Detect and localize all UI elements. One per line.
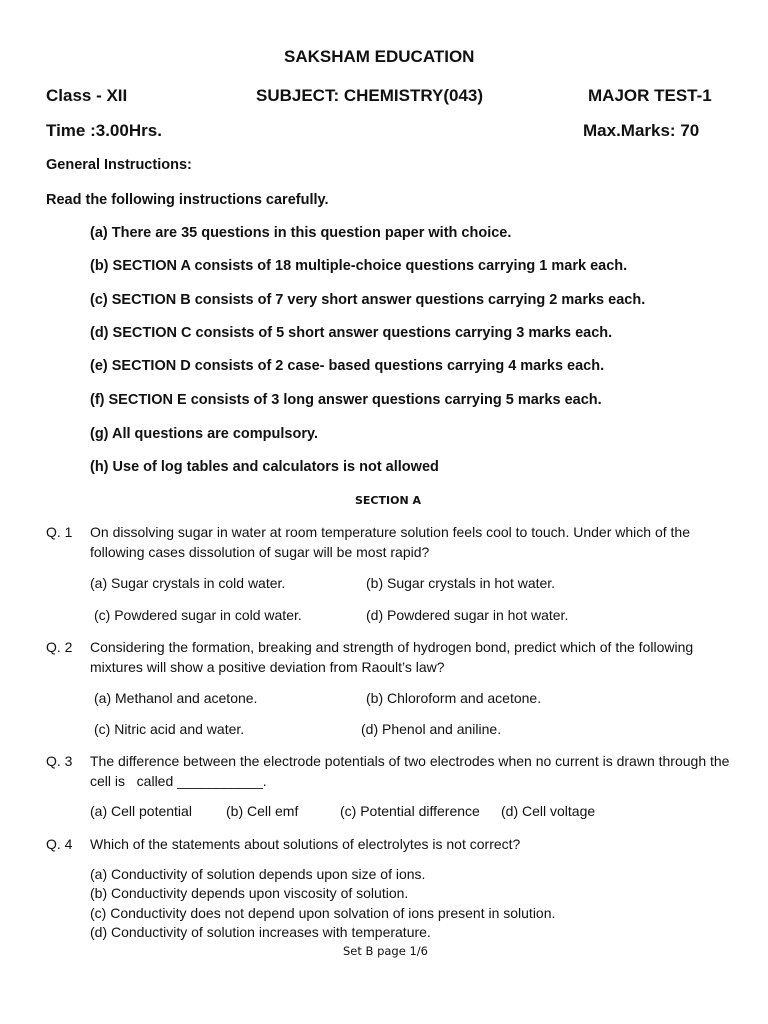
question-number: Q. 1 [46, 524, 73, 540]
question-text: Which of the statements about solutions of electrolytes is not correct? [90, 836, 521, 852]
question-number: Q. 4 [46, 836, 73, 852]
question-number: Q. 3 [46, 753, 73, 769]
option: (b) Sugar crystals in hot water. [366, 575, 556, 591]
question-text: Considering the formation, breaking and strength of hydrogen bond, predict which of the following mixtures will show a positive deviation from Raoult’s law? [90, 639, 694, 675]
option: (c) Conductivity does not depend upon solvation of ions present in solution. [90, 905, 556, 921]
instruction-item: (b) SECTION A consists of 18 multiple-choice questions carrying 1 mark each. [90, 258, 628, 274]
time-label: Time :3.00Hrs. [46, 121, 162, 140]
instruction-item: (a) There are 35 questions in this question paper with choice. [90, 225, 512, 241]
option: (a) Sugar crystals in cold water. [90, 575, 286, 591]
instruction-item: (d) SECTION C consists of 5 short answer questions carrying 3 marks each. [90, 325, 613, 341]
question-text: The difference between the electrode potentials of two electrodes when no current is drawn through the cell is called ___________. [90, 753, 734, 789]
page-footer: Set B page 1/6 [343, 944, 428, 958]
test-label: MAJOR TEST-1 [588, 86, 712, 105]
question-number: Q. 2 [46, 639, 73, 655]
option: (d) Powdered sugar in hot water. [366, 607, 569, 623]
org-title: SAKSHAM EDUCATION [284, 47, 475, 66]
instructions-heading: General Instructions: [46, 157, 192, 173]
section-title: SECTION A [355, 494, 422, 507]
instructions-intro: Read the following instructions carefully. [46, 192, 329, 208]
instruction-item: (c) SECTION B consists of 7 very short answer questions carrying 2 marks each. [90, 292, 646, 308]
subject-label: SUBJECT: CHEMISTRY(043) [256, 86, 484, 105]
instruction-item: (g) All questions are compulsory. [90, 426, 319, 442]
question-text: On dissolving sugar in water at room temperature solution feels cool to touch. Under which of the following cases dissolution of sugar will be most rapid? [90, 524, 690, 560]
option: (a) Conductivity of solution depends upon size of ions. [90, 866, 426, 882]
instruction-item: (f) SECTION E consists of 3 long answer questions carrying 5 marks each. [90, 392, 602, 408]
class-label: Class - XII [46, 86, 128, 105]
option: (c) Powdered sugar in cold water. [94, 607, 302, 623]
option: (b) Conductivity depends upon viscosity of solution. [90, 885, 409, 901]
max-marks-label: Max.Marks: 70 [583, 121, 700, 140]
option: (b) Chloroform and acetone. [366, 690, 542, 706]
option: (b) Cell emf [226, 803, 299, 819]
option: (c) Nitric acid and water. [94, 721, 245, 737]
option: (a) Cell potential [90, 803, 192, 819]
option: (c) Potential difference [340, 803, 480, 819]
option: (d) Phenol and aniline. [361, 721, 502, 737]
instruction-item: (h) Use of log tables and calculators is not allowed [90, 459, 439, 475]
option: (d) Cell voltage [501, 803, 596, 819]
option: (d) Conductivity of solution increases with temperature. [90, 924, 431, 940]
instruction-item: (e) SECTION D consists of 2 case- based questions carrying 4 marks each. [90, 358, 605, 374]
option: (a) Methanol and acetone. [94, 690, 258, 706]
